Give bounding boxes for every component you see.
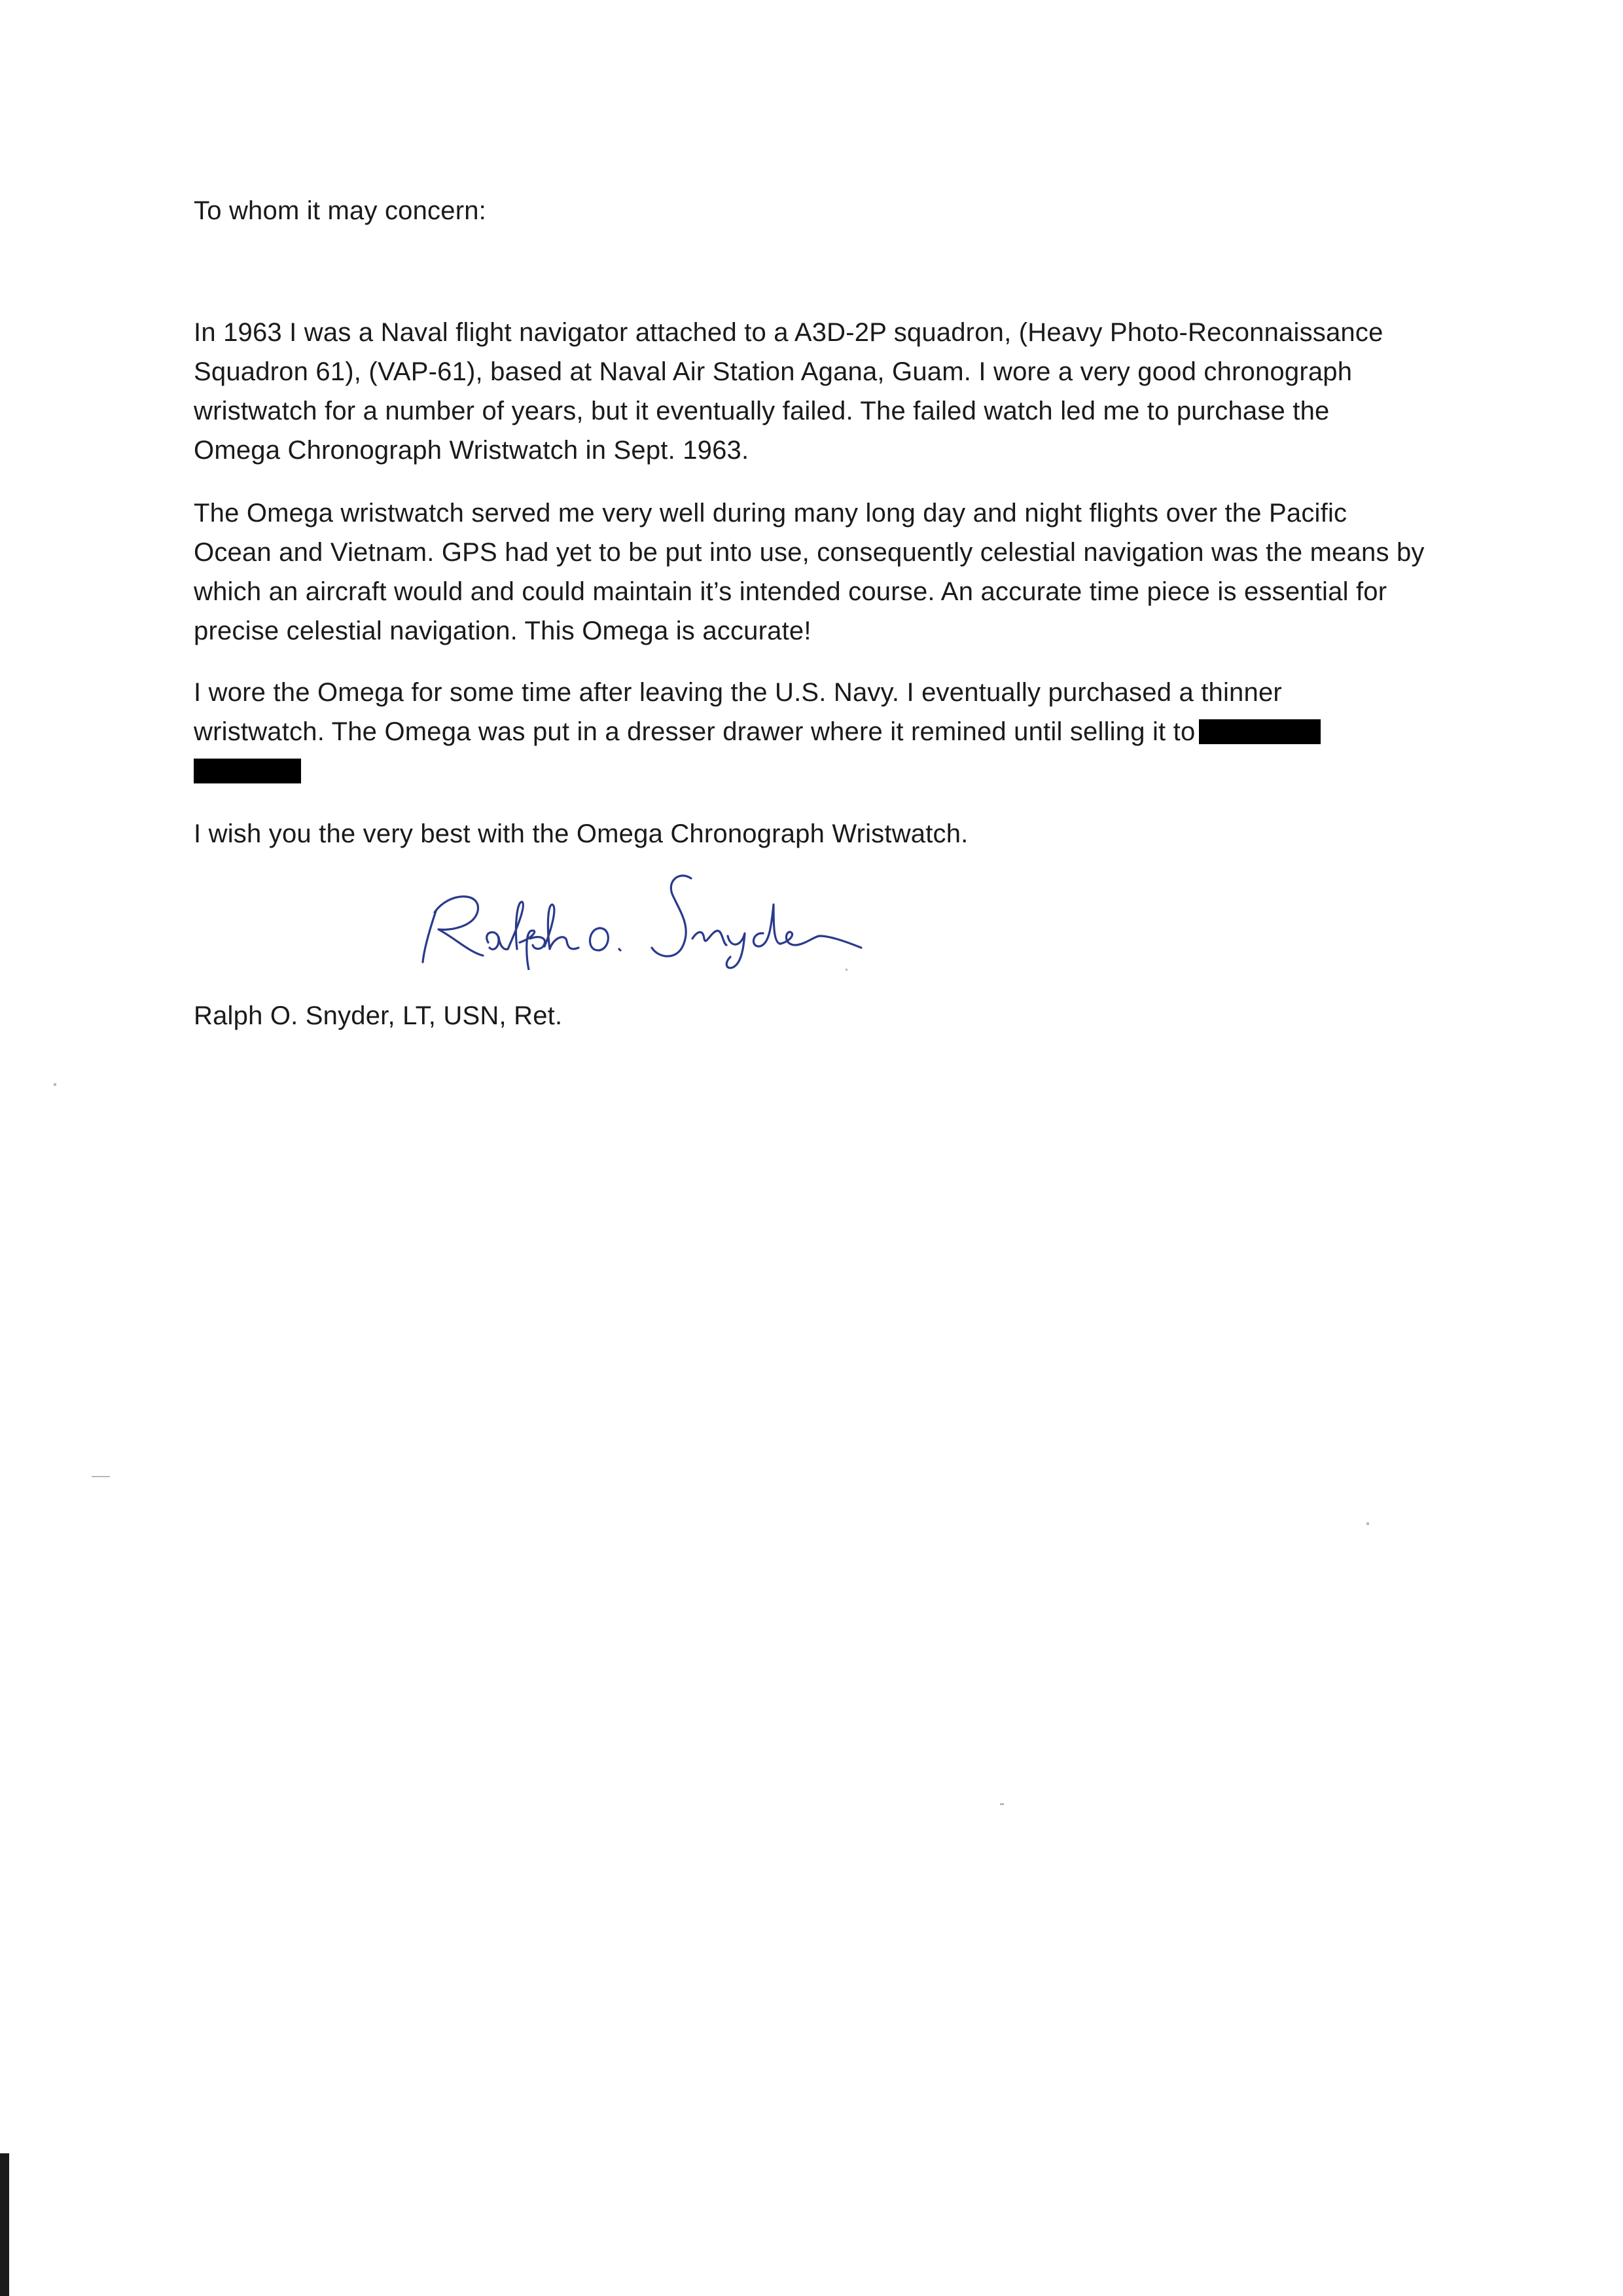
paragraph-1 — [194, 313, 1476, 470]
paragraph-line: precise celestial navigation. This Omega is accurate! — [194, 617, 812, 645]
paragraph-line: Squadron 61), (VAP-61), based at Naval Air Station Agana, Guam. I wore a very good chronograph — [194, 357, 1353, 386]
paragraph-line: wristwatch for a number of years, but it eventually failed. The failed watch led me to purchase the — [194, 397, 1330, 425]
paragraph-line: Ocean and Vietnam. GPS had yet to be put into use, consequently celestial navigation was the means by — [194, 538, 1425, 567]
scan-edge-shadow — [0, 2153, 9, 2296]
paragraph-line: I wore the Omega for some time after leaving the U.S. Navy. I eventually purchased a thinner — [194, 678, 1282, 707]
paragraph-line-redacted — [194, 751, 1476, 791]
paragraph-line: In 1963 I was a Naval flight navigator attached to a A3D-2P squadron, (Heavy Photo-Reconnaissance — [194, 318, 1383, 347]
redaction-box — [1199, 719, 1321, 744]
signoff-name-rank: Ralph O. Snyder, LT, USN, Ret. — [194, 1001, 563, 1030]
paragraph-line: The Omega wristwatch served me very well during many long day and night flights over the Pacific — [194, 499, 1347, 528]
paragraph-3 — [194, 673, 1476, 791]
paragraph-2 — [194, 493, 1476, 651]
salutation: To whom it may concern: — [194, 196, 486, 225]
scan-speck — [1000, 1803, 1004, 1805]
paragraph-line-with-redaction — [194, 712, 1476, 751]
redaction-box — [194, 759, 301, 783]
paragraph-line-text: wristwatch. The Omega was put in a dresser drawer where it remined until selling it to — [194, 717, 1196, 746]
paragraph-line: which an aircraft would and could maintain it’s intended course. An accurate time piece is essential for — [194, 577, 1387, 606]
scan-speck — [92, 1476, 110, 1477]
closing-line: I wish you the very best with the Omega Chronograph Wristwatch. — [194, 819, 969, 848]
scan-speck — [1366, 1522, 1369, 1525]
scan-speck — [54, 1083, 56, 1086]
handwritten-signature — [410, 865, 881, 970]
paragraph-line: Omega Chronograph Wristwatch in Sept. 1963. — [194, 436, 749, 465]
